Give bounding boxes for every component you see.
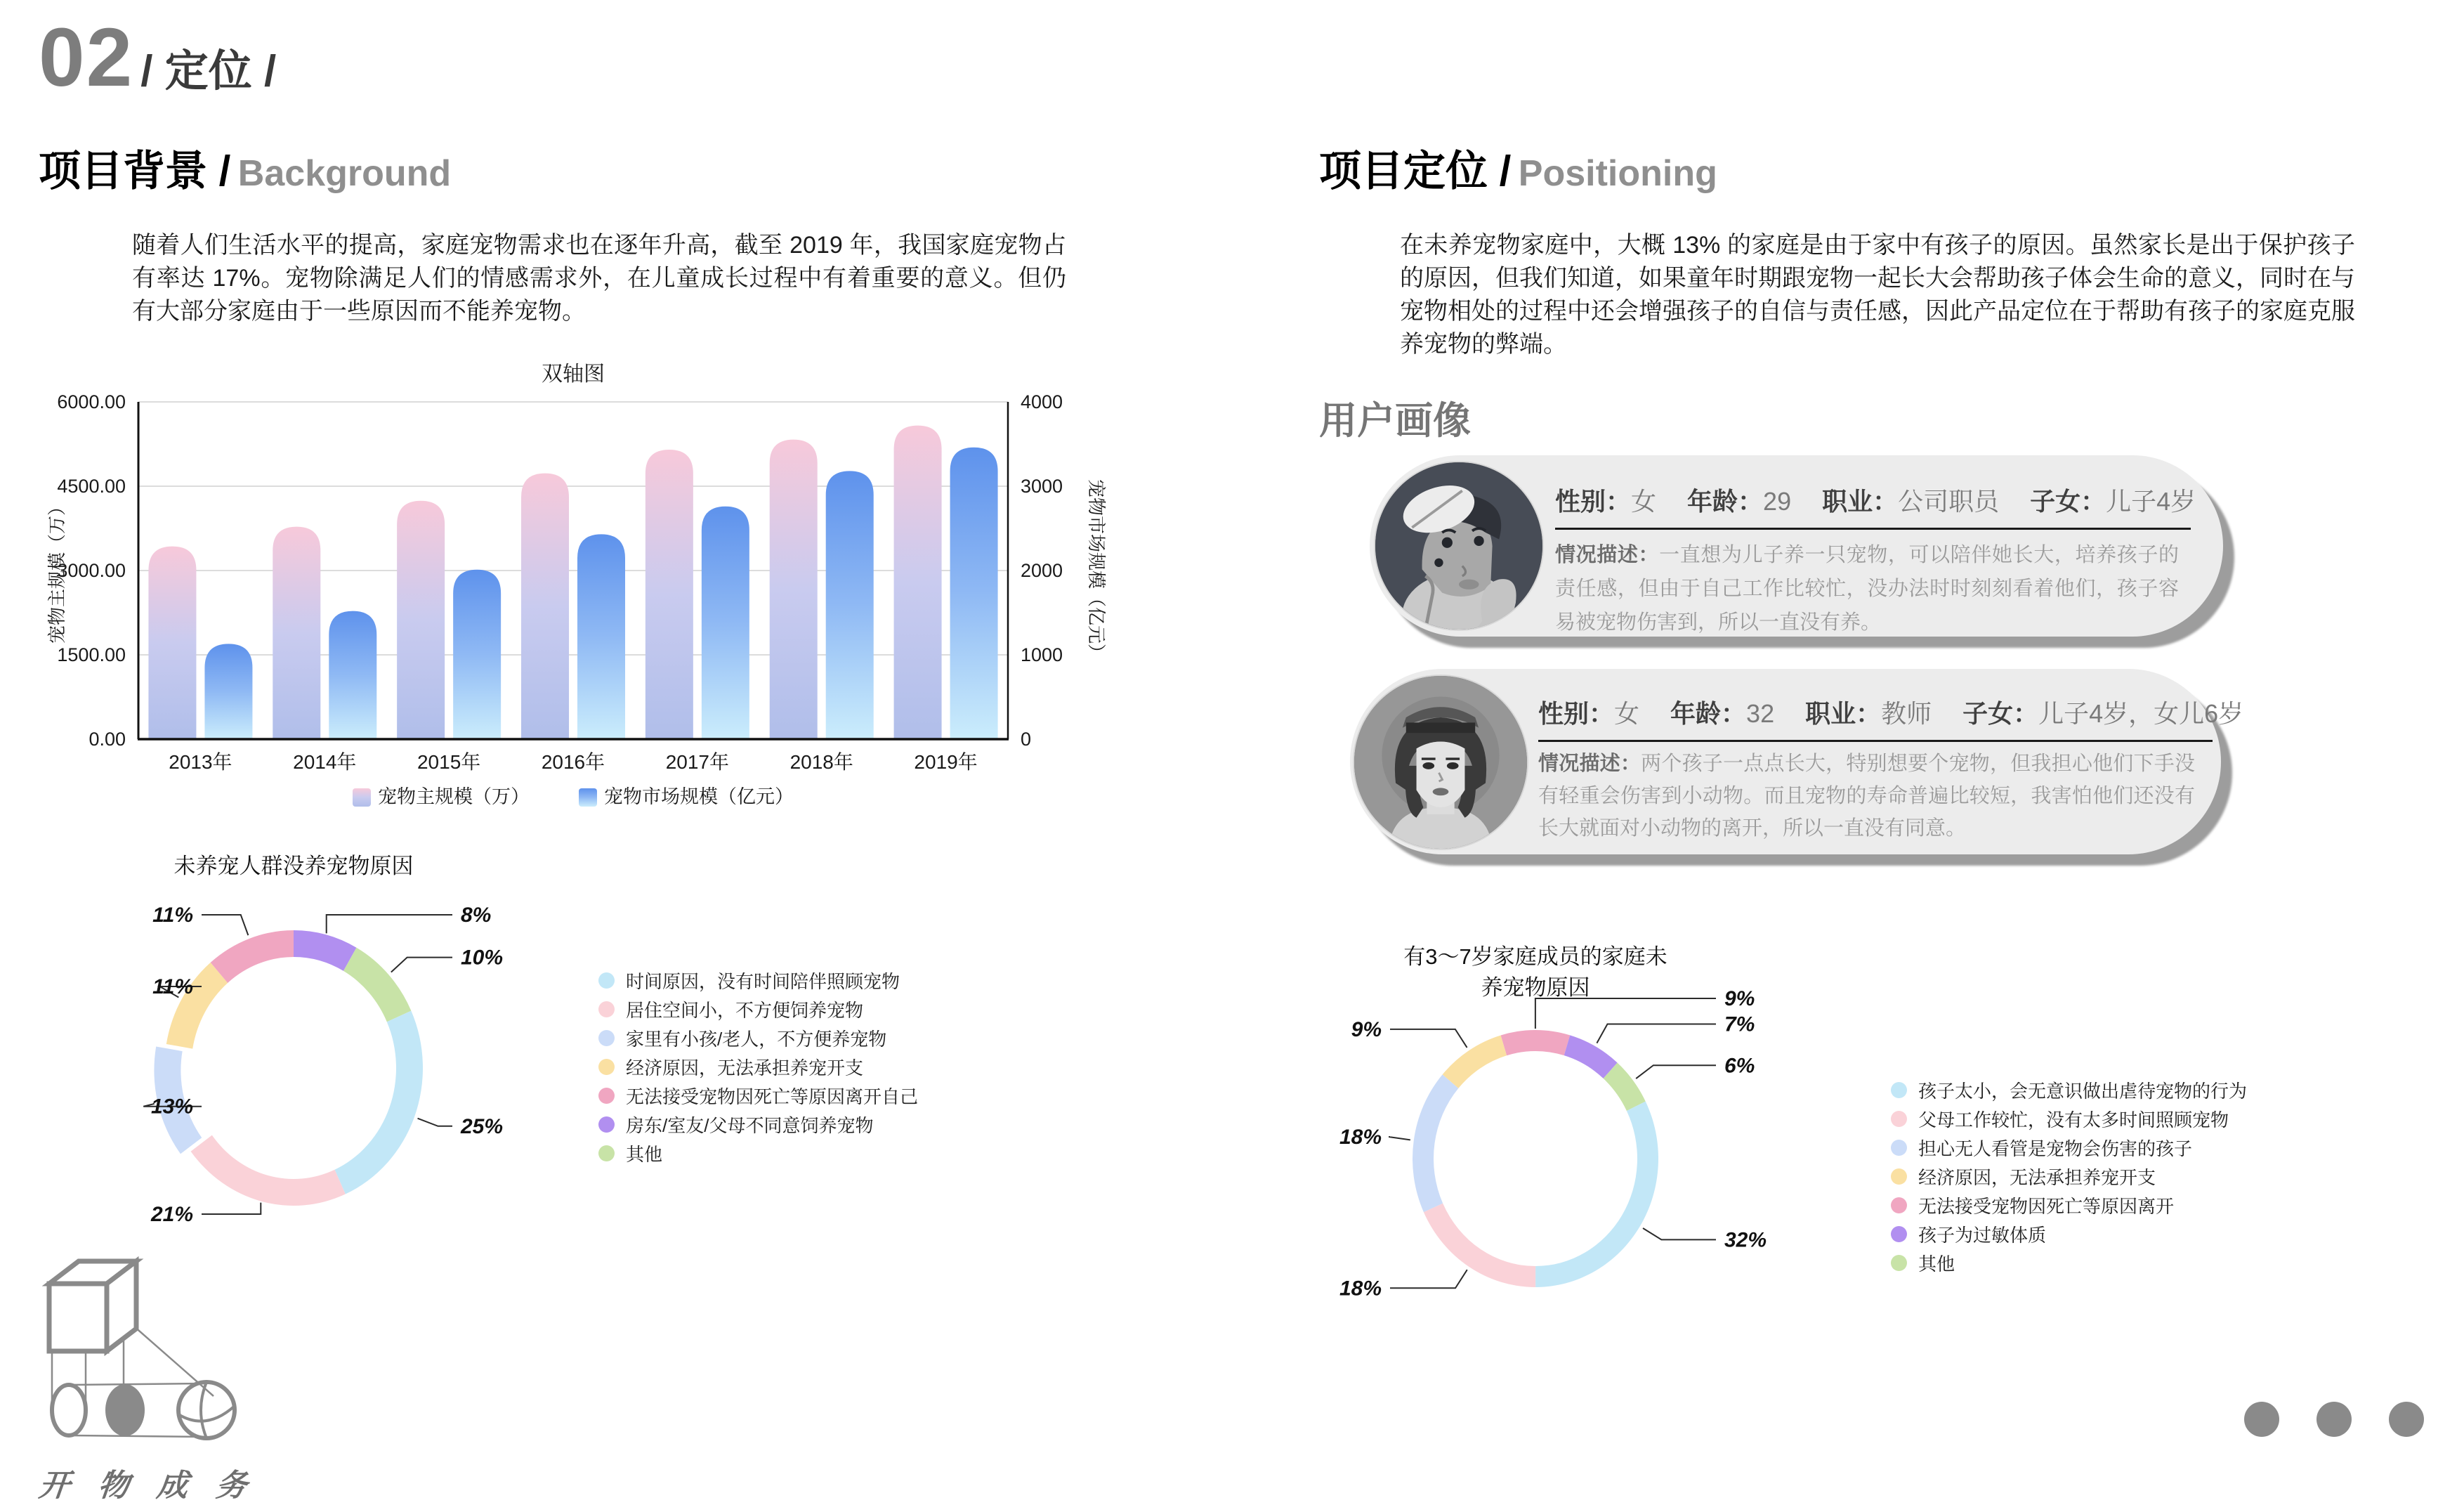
background-paragraph: 随着人们生活水平的提高，家庭宠物需求也在逐年升高，截至 2019 年，我国家庭宠物占有率达 17%。宠物除满足人们的情感需求外，在儿童成长过程中有着重要的意义。但仍有大部分家庭由于一些原因而不能养宠物。 [132,232,1066,325]
donut-slice [1501,1030,1571,1055]
legend-color-dot [1891,1197,1907,1213]
donut-percent-label: 13% [150,1095,193,1119]
right-axis-tick: 3000 [1021,476,1063,497]
background-heading [39,138,451,198]
bar-pet-owner-scale [894,426,942,739]
legend-label: 时间原因，没有时间陪伴照顾宠物 [626,971,900,992]
legend-color-dot [598,1001,615,1017]
legend-item [1891,1167,2247,1186]
persona-1-header [1555,482,2196,530]
pagination-dots [2244,1402,2424,1437]
children-label: 子女： [2030,487,2106,516]
logo-char: 成 [155,1468,190,1503]
logo-text [37,1460,250,1505]
age-label: 年龄： [1687,487,1764,516]
legend-item [1891,1138,2247,1157]
legend-color-dot [598,1088,615,1104]
label-leader-line [1390,1029,1467,1048]
donut-slice [335,1011,423,1194]
left-axis-tick: 4500.00 [57,476,126,497]
donut-slice [191,1135,346,1206]
legend-label: 其他 [1918,1253,1955,1275]
legend-item [598,1057,918,1079]
no-pet-reasons-donut-chart [42,840,590,1293]
legend-item [1891,1196,2247,1215]
company-logo [39,1247,250,1505]
legend-color-dot [1891,1111,1907,1127]
right-axis-tick: 2000 [1021,560,1063,581]
gender-value: 女 [1614,699,1640,728]
legend-item [598,1000,918,1019]
positioning-heading-en: Positioning [1518,153,1717,194]
donut-percent-label: 25% [461,1114,504,1138]
legend-item [598,1144,918,1163]
chart-title: 双轴图 [542,363,605,386]
logo-char: 务 [214,1468,249,1503]
donut-percent-label: 7% [1724,1012,1755,1036]
donut-percent-label: 6% [1724,1054,1755,1078]
persona-1-description [1555,538,2179,639]
logo-char: 开 [37,1468,72,1503]
donut-slice [1443,1035,1507,1088]
legend-color-dot [1891,1140,1907,1156]
section-title: / 定位 / [140,47,277,96]
legend-color-dot [1891,1255,1907,1271]
left-axis-tick: 3000.00 [57,560,126,581]
gender-value: 女 [1631,487,1657,516]
label-leader-line [1597,1024,1716,1043]
job-value: 公司职员 [1898,487,2000,516]
legend-label: 无法接受宠物因死亡等原因离开自己 [626,1086,919,1107]
job-value: 教师 [1881,699,1932,728]
x-axis-label: 2013年 [169,751,232,773]
label-leader-line [418,1119,452,1126]
legend-color-dot [1891,1168,1907,1185]
description-text: 两个孩子一点点长大，特别想要个宠物，但我担心他们下手没有轻重会伤害到小动物。而且宠物的寿命普遍比较短，我害怕他们还没有长大就面对小动物的离开，所以一直没有同意。 [1538,752,2195,840]
section-number: 02 [39,11,134,104]
woman-with-hat-illustration [1354,676,1527,849]
x-axis-label: 2016年 [541,751,605,773]
legend-label: 房东/室友/父母不同意饲养宠物 [626,1115,874,1136]
personas-heading: 用户画像 [1319,400,1471,442]
legend-color-dot [598,1030,615,1046]
donut-percent-label: 9% [1724,987,1755,1010]
donut-percent-label: 18% [1339,1125,1382,1149]
legend-label: 父母工作较忙，没有太多时间照顾宠物 [1918,1109,2229,1131]
donut-percent-label: 21% [150,1203,193,1226]
bar-pet-owner-scale [521,474,569,739]
age-label: 年龄： [1670,699,1747,728]
legend-label: 担心无人看管是宠物会伤害的孩子 [1918,1138,2193,1159]
gender-label: 性别： [1538,699,1615,728]
geometry-logo-icon [39,1247,250,1451]
persona-2-avatar [1353,675,1528,850]
gender-label: 性别： [1555,487,1632,516]
left-axis-title: 宠物主规模（万） [46,497,67,644]
bar-pet-market-scale [453,570,501,739]
left-axis-tick: 1500.00 [57,644,126,665]
legend-color-dot [1891,1082,1907,1098]
positioning-heading-zh: 项目定位 / [1319,148,1512,195]
families-with-kids-legend [1891,1081,2247,1282]
right-axis-title: 宠物市场规模（亿元） [1086,478,1107,663]
legend-label: 宠物市场规模（亿元） [604,786,794,807]
label-leader-line [391,958,452,972]
legend-label: 经济原因，无法承担养宠开支 [626,1057,864,1079]
legend-label: 宠物主规模（万） [378,786,530,807]
x-axis-label: 2017年 [665,751,730,773]
persona-card-2 [1350,669,2244,854]
families-with-kids-donut-chart [1285,942,1847,1377]
legend-color-dot [598,1059,615,1075]
positioning-heading [1319,138,1717,198]
x-axis-label: 2015年 [417,751,481,773]
legend-color-dot [1891,1226,1907,1242]
job-label: 职业： [1805,699,1882,728]
background-heading-en: Background [237,153,452,194]
legend-label: 家里有小孩/老人，不方便养宠物 [626,1029,887,1050]
children-value: 儿子4岁 [2106,487,2196,516]
legend-item [598,1115,918,1134]
legend-item [1891,1253,2247,1275]
label-leader-line [202,915,248,935]
children-value: 儿子4岁，女儿6岁 [2038,699,2244,728]
left-axis-tick: 0.00 [89,729,126,750]
legend-item [598,1086,918,1105]
job-label: 职业： [1822,487,1899,516]
positioning-paragraph: 在未养宠物家庭中，大概 13% 的家庭是由于家中有孩子的原因。虽然家长是出于保护孩子的原因，但我们知道，如果童年时期跟宠物一起长大会帮助孩子体会生命的意义，同时在与宠物相处的过程中还会增强孩子的自信与责任感，因此产品定位在于帮助有孩子的家庭克服养宠物的弊端。 [1400,232,2355,358]
bar-pet-market-scale [204,644,252,739]
label-leader-line [202,1203,261,1214]
background-heading-zh: 项目背景 / [39,148,231,195]
x-axis-label: 2018年 [789,751,853,773]
dual-axis-bar-chart [42,351,1110,836]
bar-pet-owner-scale [646,450,693,739]
bar-pet-market-scale [329,611,376,739]
x-axis-label: 2014年 [293,751,357,773]
legend-color-dot [598,972,615,989]
description-label: 情况描述： [1538,752,1641,775]
bar-pet-owner-scale [770,440,818,739]
legend-label: 经济原因，无法承担养宠开支 [1918,1167,2156,1188]
donut-percent-label: 10% [461,946,504,970]
persona-2-description [1538,748,2195,845]
donut-percent-label: 9% [1351,1017,1382,1041]
label-leader-line [1643,1228,1716,1239]
donut-percent-label: 32% [1724,1228,1767,1252]
legend-label: 无法接受宠物因死亡等原因离开 [1918,1196,2175,1217]
bar-pet-owner-scale [397,501,445,739]
bar-pet-market-scale [950,448,998,739]
pagination-dot[interactable] [2244,1402,2279,1437]
donut-percent-label: 8% [461,904,492,927]
pagination-dot[interactable] [2389,1402,2424,1437]
legend-label: 孩子为过敏体质 [1918,1225,2047,1246]
right-axis-tick: 0 [1021,729,1032,750]
legend-swatch-pet-owner [353,788,371,807]
legend-item [1891,1081,2247,1100]
persona-card-1 [1370,455,2223,637]
bar-pet-market-scale [577,534,625,739]
legend-item [1891,1225,2247,1244]
donut-title: 养宠物原因 [1481,975,1590,1000]
bar-pet-market-scale [702,507,749,739]
label-leader-line [1636,1065,1716,1079]
donut-percent-label: 11% [152,903,193,927]
right-axis-tick: 4000 [1021,391,1063,412]
label-leader-line [1390,1270,1467,1288]
donut-title: 有3～7岁家庭成员的家庭未 [1403,944,1667,969]
legend-color-dot [598,1116,615,1133]
donut-title: 未养宠人群没养宠物原因 [173,854,414,878]
donut-slice [1535,1102,1658,1287]
legend-swatch-pet-market [579,788,597,807]
age-value: 29 [1763,487,1792,516]
legend-color-dot [598,1145,615,1161]
legend-label: 孩子太小，会无意识做出虐待宠物的行为 [1918,1081,2248,1102]
woman-with-beret-illustration [1375,462,1542,630]
left-axis-tick: 6000.00 [57,391,126,412]
persona-1-avatar [1374,461,1544,631]
bar-pet-market-scale [826,471,874,739]
description-label: 情况描述： [1555,544,1660,566]
donut-slice [211,930,294,983]
persona-2-header [1538,694,2244,742]
label-leader-line [327,915,452,933]
label-leader-line [1389,1137,1410,1140]
bar-pet-owner-scale [148,547,196,739]
section-header [39,10,276,105]
right-axis-tick: 1000 [1021,644,1063,665]
description-text: 一直想为儿子养一只宠物，可以陪伴她长大，培养孩子的责任感，但由于自己工作比较忙，没办法时时刻刻看着他们，孩子容易被宠物伤害到，所以一直没有养。 [1555,544,2179,634]
donut-slice [1424,1204,1535,1287]
legend-item [598,971,918,990]
donut-percent-label: 18% [1339,1277,1382,1301]
bar-pet-owner-scale [273,527,320,739]
donut-slice [1413,1074,1458,1212]
children-label: 子女： [1962,699,2039,728]
legend-label: 其他 [626,1144,663,1165]
x-axis-label: 2019年 [914,751,978,773]
donut-slice [343,948,411,1022]
donut-percent-label: 11% [152,975,193,998]
no-pet-reasons-legend [598,971,918,1173]
legend-item [598,1029,918,1048]
legend-item [1891,1109,2247,1131]
pagination-dot[interactable] [2316,1402,2352,1437]
logo-char: 物 [96,1468,131,1503]
age-value: 32 [1746,699,1775,728]
legend-label: 居住空间小，不方便饲养宠物 [626,1000,864,1021]
